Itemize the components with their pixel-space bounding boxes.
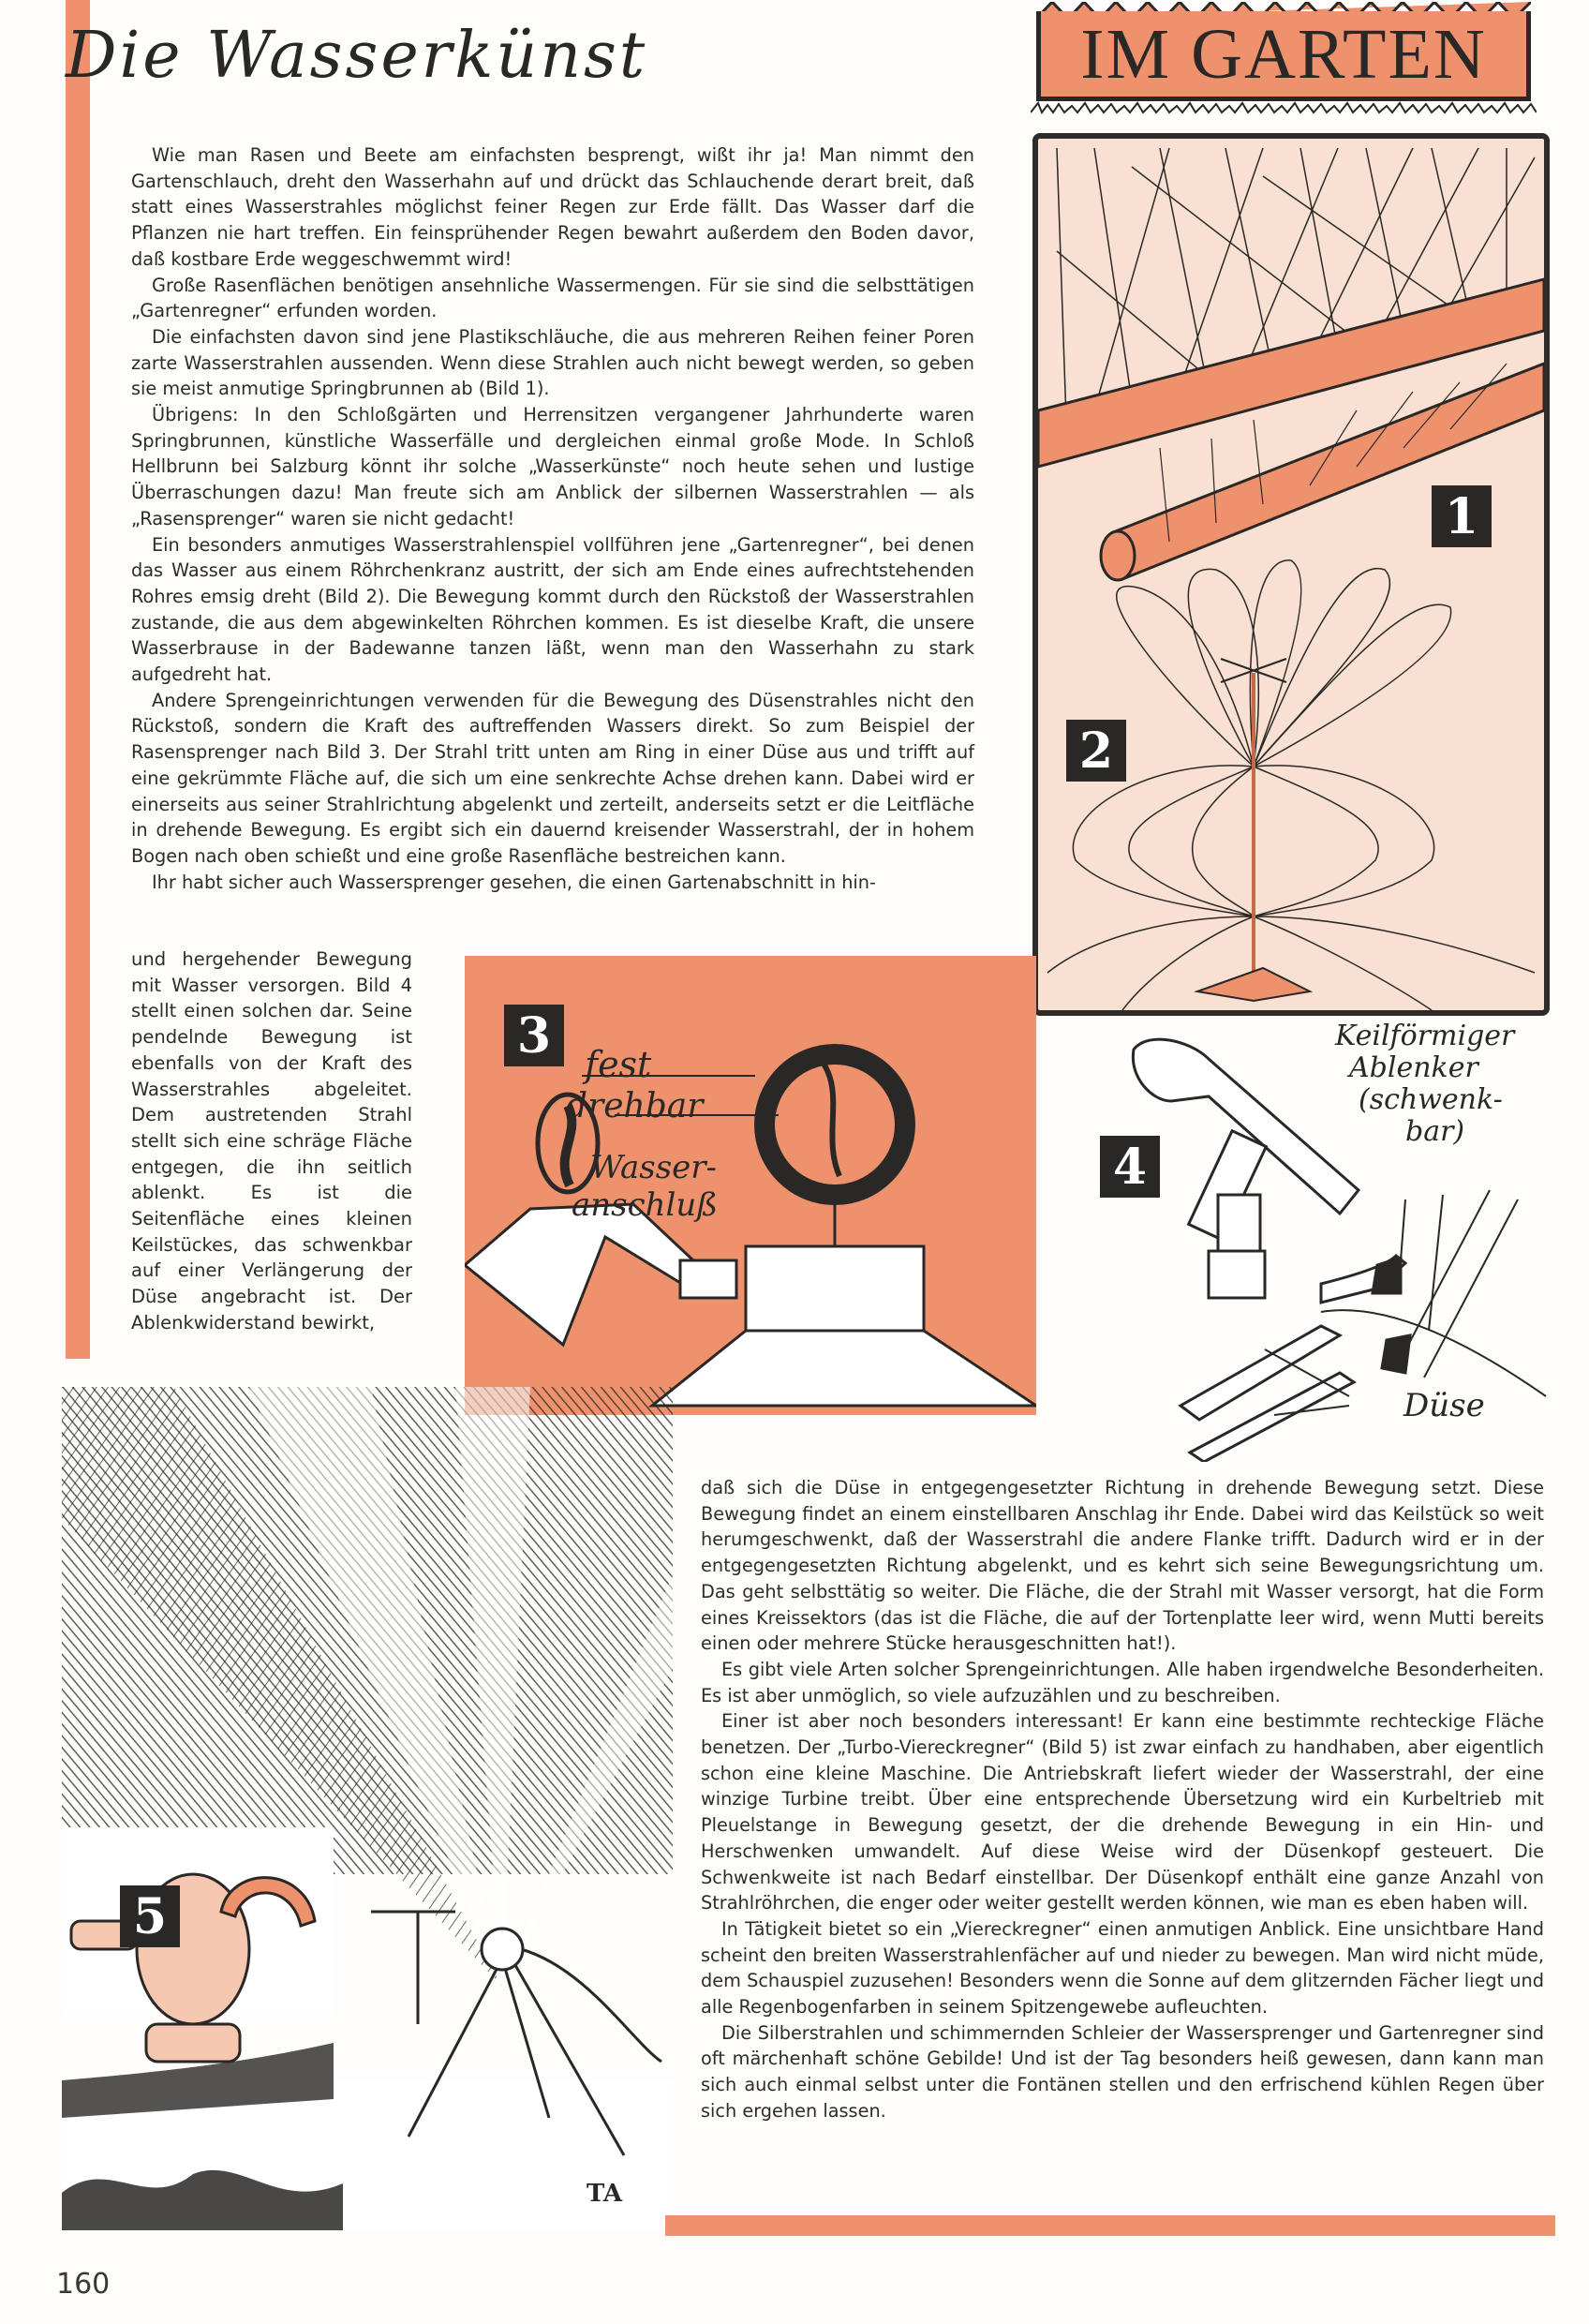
figure-4-illustration bbox=[1077, 1012, 1565, 1462]
paragraph: Die Silberstrahlen und schimmernden Schleier der Wassersprenger und Gartenregner sind oft märchenhaft schöne Gebilde! Und ist der Tag besonders heiß gewesen, dann kann man sich auch einmal selbst unter die Fontänen stellen und den erfrischend kühlen Regen über sich ergehen lassen. bbox=[701, 2021, 1544, 2122]
paragraph: Einer ist aber noch besonders interessant! Er kann eine bestimmte rechteckige Fläche benetzen. Der „Turbo-Viereckregner“ (Bild 5) ist zwar einfach zu handhaben, aber eigentlich schon eine kleine Maschine. Die Antriebskraft liefert wieder der Wasserstrahl, der eine winzige Turbine treibt. Über eine entsprechende Übersetzung wird ein Kurbeltrieb mit Pleuelstange in Bewegung gesetzt, der die drehende Bewegung in ein Hin- und Herschwenken umwandelt. Auf diese Weise wird der Düsenkopf gesteuert. Die Schwenkweite ist nach Bedarf einstellbar. Der Düsenkopf enthält eine ganze Anzahl von Strahlröhrchen, die enger oder weiter gestellt werden können, wie man es eben haben will. bbox=[701, 1710, 1544, 1914]
figure-1-2-panel bbox=[1032, 133, 1550, 1016]
figure-3-panel bbox=[465, 956, 1036, 1415]
paragraph: und hergehender Bewegung mit Wasser versorgen. Bild 4 stellt einen solchen dar. Seine pendelnde Bewegung ist ebenfalls von der Kraft des Wasserstrahles abgeleitet. Dem austretenden Strahl stellt sich eine schräge Fläche entgegen, die ihn seitlich ablenkt. Es ist die Seitenfläche eines kleinen Keilstückes, das schwenkbar auf einer Verlängerung der Düse angebracht ist. Der Ablenkwiderstand bewirkt, bbox=[131, 948, 412, 1333]
label-bar: bar) bbox=[1405, 1115, 1465, 1148]
article-column-1 bbox=[131, 142, 974, 895]
title-script: Die Wasserkünst bbox=[66, 19, 648, 93]
grass-decoration bbox=[1031, 101, 1537, 114]
paragraph: daß sich die Düse in entgegengesetzter Richtung in drehende Bewegung setzt. Diese Bewegung findet an einem einstellbaren Anschlag ihr Ende. Dabei wird das Keilstück so weit herumgeschwenkt, daß der Wasserstrahl die andere Flanke trifft. Dadurch wird er in der entgegengesetzten Richtung abgelenkt, und es kehrt sich seine Bewegungsrichtung um. Das geht selbsttätig so weiter. Die Fläche, die der Strahl mit Wasser versorgt, hat die Form eines Kreissektors (das ist die Fläche, die auf der Tortenplatte leer wird, wenn Mutti bereits einen oder mehrere Stücke herausgeschnitten hat!). bbox=[701, 1477, 1544, 1655]
artist-signature: TA bbox=[587, 2180, 623, 2208]
label-fest: fest bbox=[585, 1044, 652, 1085]
figure-3-illustration bbox=[465, 956, 1036, 1415]
paragraph: Große Rasenflächen benötigen ansehnliche Wassermengen. Für sie sind die selbsttätigen „Gartenregner“ erfunden worden. bbox=[131, 274, 974, 322]
figure-4-number: 4 bbox=[1100, 1136, 1160, 1198]
label-anschluss: anschluß bbox=[572, 1186, 719, 1224]
figure-3-number: 3 bbox=[504, 1005, 564, 1066]
page-number: 160 bbox=[56, 2268, 111, 2301]
paragraph: Es gibt viele Arten solcher Sprengeinrichtungen. Alle haben irgendwelche Besonderheiten. Es ist aber unmöglich, so viele aufzuzählen und zu beschreiben. bbox=[701, 1658, 1544, 1706]
figure-2-number: 2 bbox=[1066, 720, 1126, 782]
label-keilfoermiger: Keilförmiger bbox=[1335, 1020, 1515, 1052]
figure-4 bbox=[1077, 1012, 1565, 1462]
label-schwenk: (schwenk- bbox=[1359, 1083, 1503, 1116]
bottom-accent-bar bbox=[665, 2215, 1555, 2236]
accent-stripe bbox=[66, 0, 90, 1359]
title-badge bbox=[1036, 11, 1531, 101]
article-column-1-narrow bbox=[131, 946, 412, 1336]
label-ablenker: Ablenker bbox=[1349, 1051, 1478, 1084]
figure-1-number: 1 bbox=[1432, 485, 1492, 547]
label-duese: Düse bbox=[1403, 1387, 1485, 1424]
label-drehbar: drehbar bbox=[566, 1087, 704, 1125]
title-badge-text: IM GARTEN bbox=[1080, 14, 1487, 94]
figure-5 bbox=[62, 1387, 673, 2230]
paragraph: Übrigens: In den Schloßgärten und Herrensitzen vergangener Jahrhunderte waren Springbrunnen, künstliche Wasserfälle und dergleichen einmal große Mode. In Schloß Hellbrunn bei Salzburg könnt ihr solche „Wasserkünste“ noch heute sehen und lustige Überraschungen dazu! Man freute sich am Anblick der silbernen Wasserstrahlen — als „Rasensprenger“ waren sie nicht gedacht! bbox=[131, 404, 974, 529]
article-column-2 bbox=[701, 1475, 1544, 2124]
paragraph: Andere Sprengeinrichtungen verwenden für die Bewegung des Düsenstrahles nicht den Rückstoß, sondern die Kraft des auftreffenden Wassers direkt. So zum Beispiel der Rasensprenger nach Bild 3. Der Strahl tritt unten am Ring in einer Düse aus und trifft auf eine gekrümmte Fläche auf, die sich um eine senkrechte Achse drehen kann. Dabei wird er einerseits aus seiner Strahlrichtung abgelenkt und zerteilt, anderseits setzt er die Leitfläche in drehende Bewegung. Es ergibt sich ein dauernd kreisender Wasserstrahl, der in hohem Bogen nach oben schießt und eine große Rasenfläche bestreichen kann. bbox=[131, 689, 974, 867]
label-wasser: Wasser- bbox=[590, 1149, 718, 1186]
paragraph: Wie man Rasen und Beete am einfachsten besprengt, wißt ihr ja! Man nimmt den Gartenschlauch, dreht den Wasserhahn auf und drückt das Schlauchende derart breit, daß statt eines Wasserstrahles möglichst feiner Regen zur Erde fällt. Das Wasser darf die Pflanzen nie hart treffen. Ein feinsprühender Regen bewahrt außerdem den Boden davor, daß kostbare Erde weggeschwemmt wird! bbox=[131, 144, 974, 270]
paragraph: Ihr habt sicher auch Wassersprenger gesehen, die einen Gartenabschnitt in hin- bbox=[152, 871, 876, 893]
figure-5-illustration bbox=[62, 1387, 673, 2230]
paragraph: In Tätigkeit bietet so ein „Viereckregner“ einen anmutigen Anblick. Eine unsichtbare Hand scheint den breiten Wasserstrahlenfächer auf und nieder zu bewegen. Man wird nicht müde, dem Schauspiel zuzusehen! Besonders wenn die Sonne auf dem glitzernden Fächer liegt und alle Regenbogenfarben in seinem Spitzengewebe aufleuchten. bbox=[701, 1917, 1544, 2019]
paragraph: Die einfachsten davon sind jene Plastikschläuche, die aus mehreren Reihen feiner Poren zarte Wasserstrahlen aussenden. Wenn diese Strahlen auch nicht bewegt werden, so geben sie meist anmutige Springbrunnen ab (Bild 1). bbox=[131, 325, 974, 400]
paragraph: Ein besonders anmutiges Wasserstrahlenspiel vollführen jene „Gartenregner“, bei denen das Wasser aus einem Röhrchenkranz austritt, der sich am Ende eines aufrechtstehenden Rohres emsig dreht (Bild 2). Die Bewegung kommt durch den Rückstoß der Wasserstrahlen zustande, die aus dem abgewinkelten Röhrchen kommen. Es ist dieselbe Kraft, die unsere Wasserbrause in der Badewanne tanzen läßt, wenn man den Wasserhahn zu stark aufgedreht hat. bbox=[131, 533, 974, 686]
figure-5-number: 5 bbox=[120, 1885, 180, 1947]
